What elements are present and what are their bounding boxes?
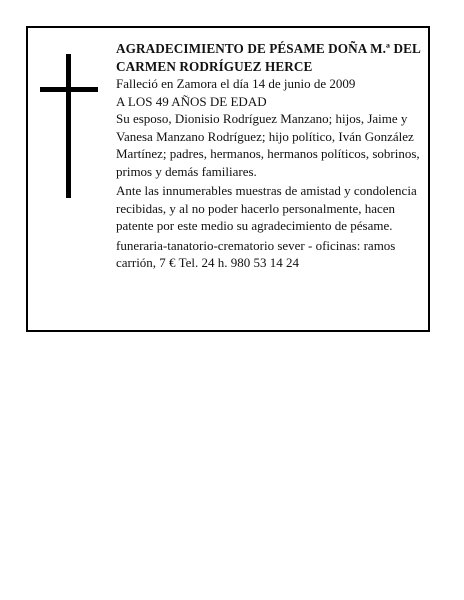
funeral-home-info: funeraria-tanatorio-crematorio sever - oficinas: ramos carrión, 7 € Tel. 24 h. 980 53 14 24 [116, 237, 396, 270]
notice-text [116, 40, 424, 272]
family-list: Su esposo, Dionisio Rodríguez Manzano; hijos, Jaime y Vanesa Manzano Rodríguez; hijo político, Iván González Martínez; padres, hermanos, hermanos políticos, sobrinos, primos y demás familiares. [116, 111, 420, 179]
death-info: Falleció en Zamora el día 14 de junio de 2009 [116, 76, 356, 91]
notice-title: AGRADECIMIENTO DE PÉSAME DOÑA M.ª DEL CARMEN RODRÍGUEZ HERCE [116, 41, 421, 74]
cross-vertical-bar [66, 54, 71, 198]
obituary-notice [26, 26, 430, 332]
cross-icon [40, 54, 98, 198]
age-line: A LOS 49 AÑOS DE EDAD [116, 93, 267, 109]
cross-horizontal-bar [40, 87, 98, 92]
thanks-message: Ante las innumerables muestras de amistad y condolencia recibidas, y al no poder hacerlo personalmente, hacen patente por este medio su agradecimiento de pésame. [116, 183, 417, 233]
